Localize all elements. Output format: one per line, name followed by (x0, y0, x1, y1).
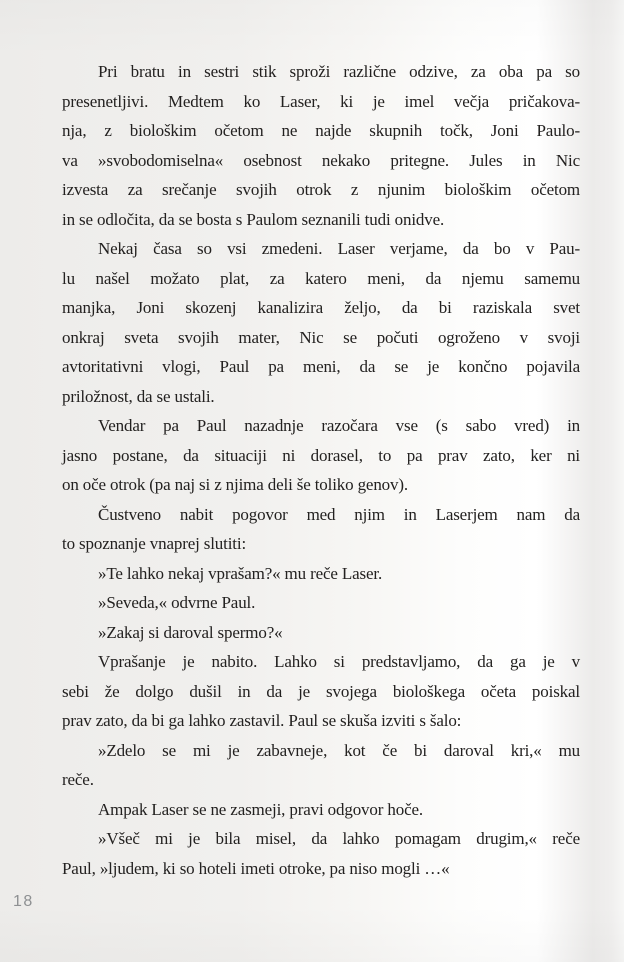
text-line: »Zakaj si daroval spermo?« (98, 622, 283, 642)
text-line: sebi že dolgo dušil in da je svojega biološkega očeta poiskal (62, 681, 580, 701)
paragraph (62, 234, 580, 411)
text-line: »Zdelo se mi je zabavneje, kot če bi daroval kri,« mu (98, 740, 580, 760)
text-line: »Všeč mi je bila misel, da lahko pomagam drugim,« reče (98, 829, 580, 848)
paragraph (62, 795, 580, 825)
text-line: va »svobodomiselna« osebnost nekako pritegne. Jules in Nic (62, 150, 580, 170)
paragraph (62, 824, 580, 883)
paragraph (62, 559, 580, 589)
text-line: lu našel možato plat, za katero meni, da njemu samemu (62, 268, 580, 288)
paragraph (62, 647, 580, 736)
text-line: »Te lahko nekaj vprašam?« mu reče Laser. (98, 563, 383, 583)
paragraph (62, 588, 580, 618)
text-line: priložnost, da se ustali. (62, 386, 215, 406)
text-line: on oče otrok (pa naj si z njima deli še toliko genov). (62, 475, 408, 494)
text-line: onkraj sveta svojih mater, Nic se počuti ogroženo v svoji (62, 327, 580, 347)
text-line: Pri bratu in sestri stik sproži različne odzive, za oba pa so (98, 62, 580, 81)
text-block (62, 57, 580, 883)
text-line: Vendar pa Paul nazadnje razočara vse (s sabo vred) in (98, 416, 580, 435)
text-line: jasno postane, da situaciji ni dorasel, to pa prav zato, ker ni (62, 445, 580, 465)
text-line: Ampak Laser se ne zasmeji, pravi odgovor hoče. (98, 799, 423, 819)
text-line: presenetljivi. Medtem ko Laser, ki je imel večja pričakova- (62, 91, 580, 111)
text-line: Čustveno nabit pogovor med njim in Laserjem nam da (98, 504, 580, 524)
text-line: nja, z biološkim očetom ne najde skupnih točk, Joni Paulo- (62, 121, 580, 140)
page-number: 18 (13, 893, 34, 910)
text-line: prav zato, da bi ga lahko zastavil. Paul se skuša izviti s šalo: (62, 711, 462, 730)
text-line: to spoznanje vnaprej slutiti: (62, 534, 247, 553)
paragraph (62, 500, 580, 559)
paragraph (62, 618, 580, 648)
text-line: »Seveda,« odvrne Paul. (98, 593, 256, 612)
paragraph (62, 411, 580, 500)
paragraph (62, 57, 580, 234)
text-line: manjka, Joni skozenj kanalizira željo, da bi raziskala svet (62, 298, 580, 317)
paragraph (62, 736, 580, 795)
text-line: izvesta za srečanje svojih otrok z njunim biološkim očetom (62, 180, 580, 199)
text-line: Vprašanje je nabito. Lahko si predstavljamo, da ga je v (98, 652, 580, 671)
text-line: in se odločita, da se bosta s Paulom seznanili tudi onidve. (62, 209, 445, 229)
text-line: reče. (62, 770, 94, 789)
text-line: Paul, »ljudem, ki so hoteli imeti otroke, pa niso mogli …« (62, 858, 450, 878)
text-line: Nekaj časa so vsi zmedeni. Laser verjame, da bo v Pau- (98, 239, 580, 258)
text-line: avtoritativni vlogi, Paul pa meni, da se je končno pojavila (62, 357, 580, 376)
